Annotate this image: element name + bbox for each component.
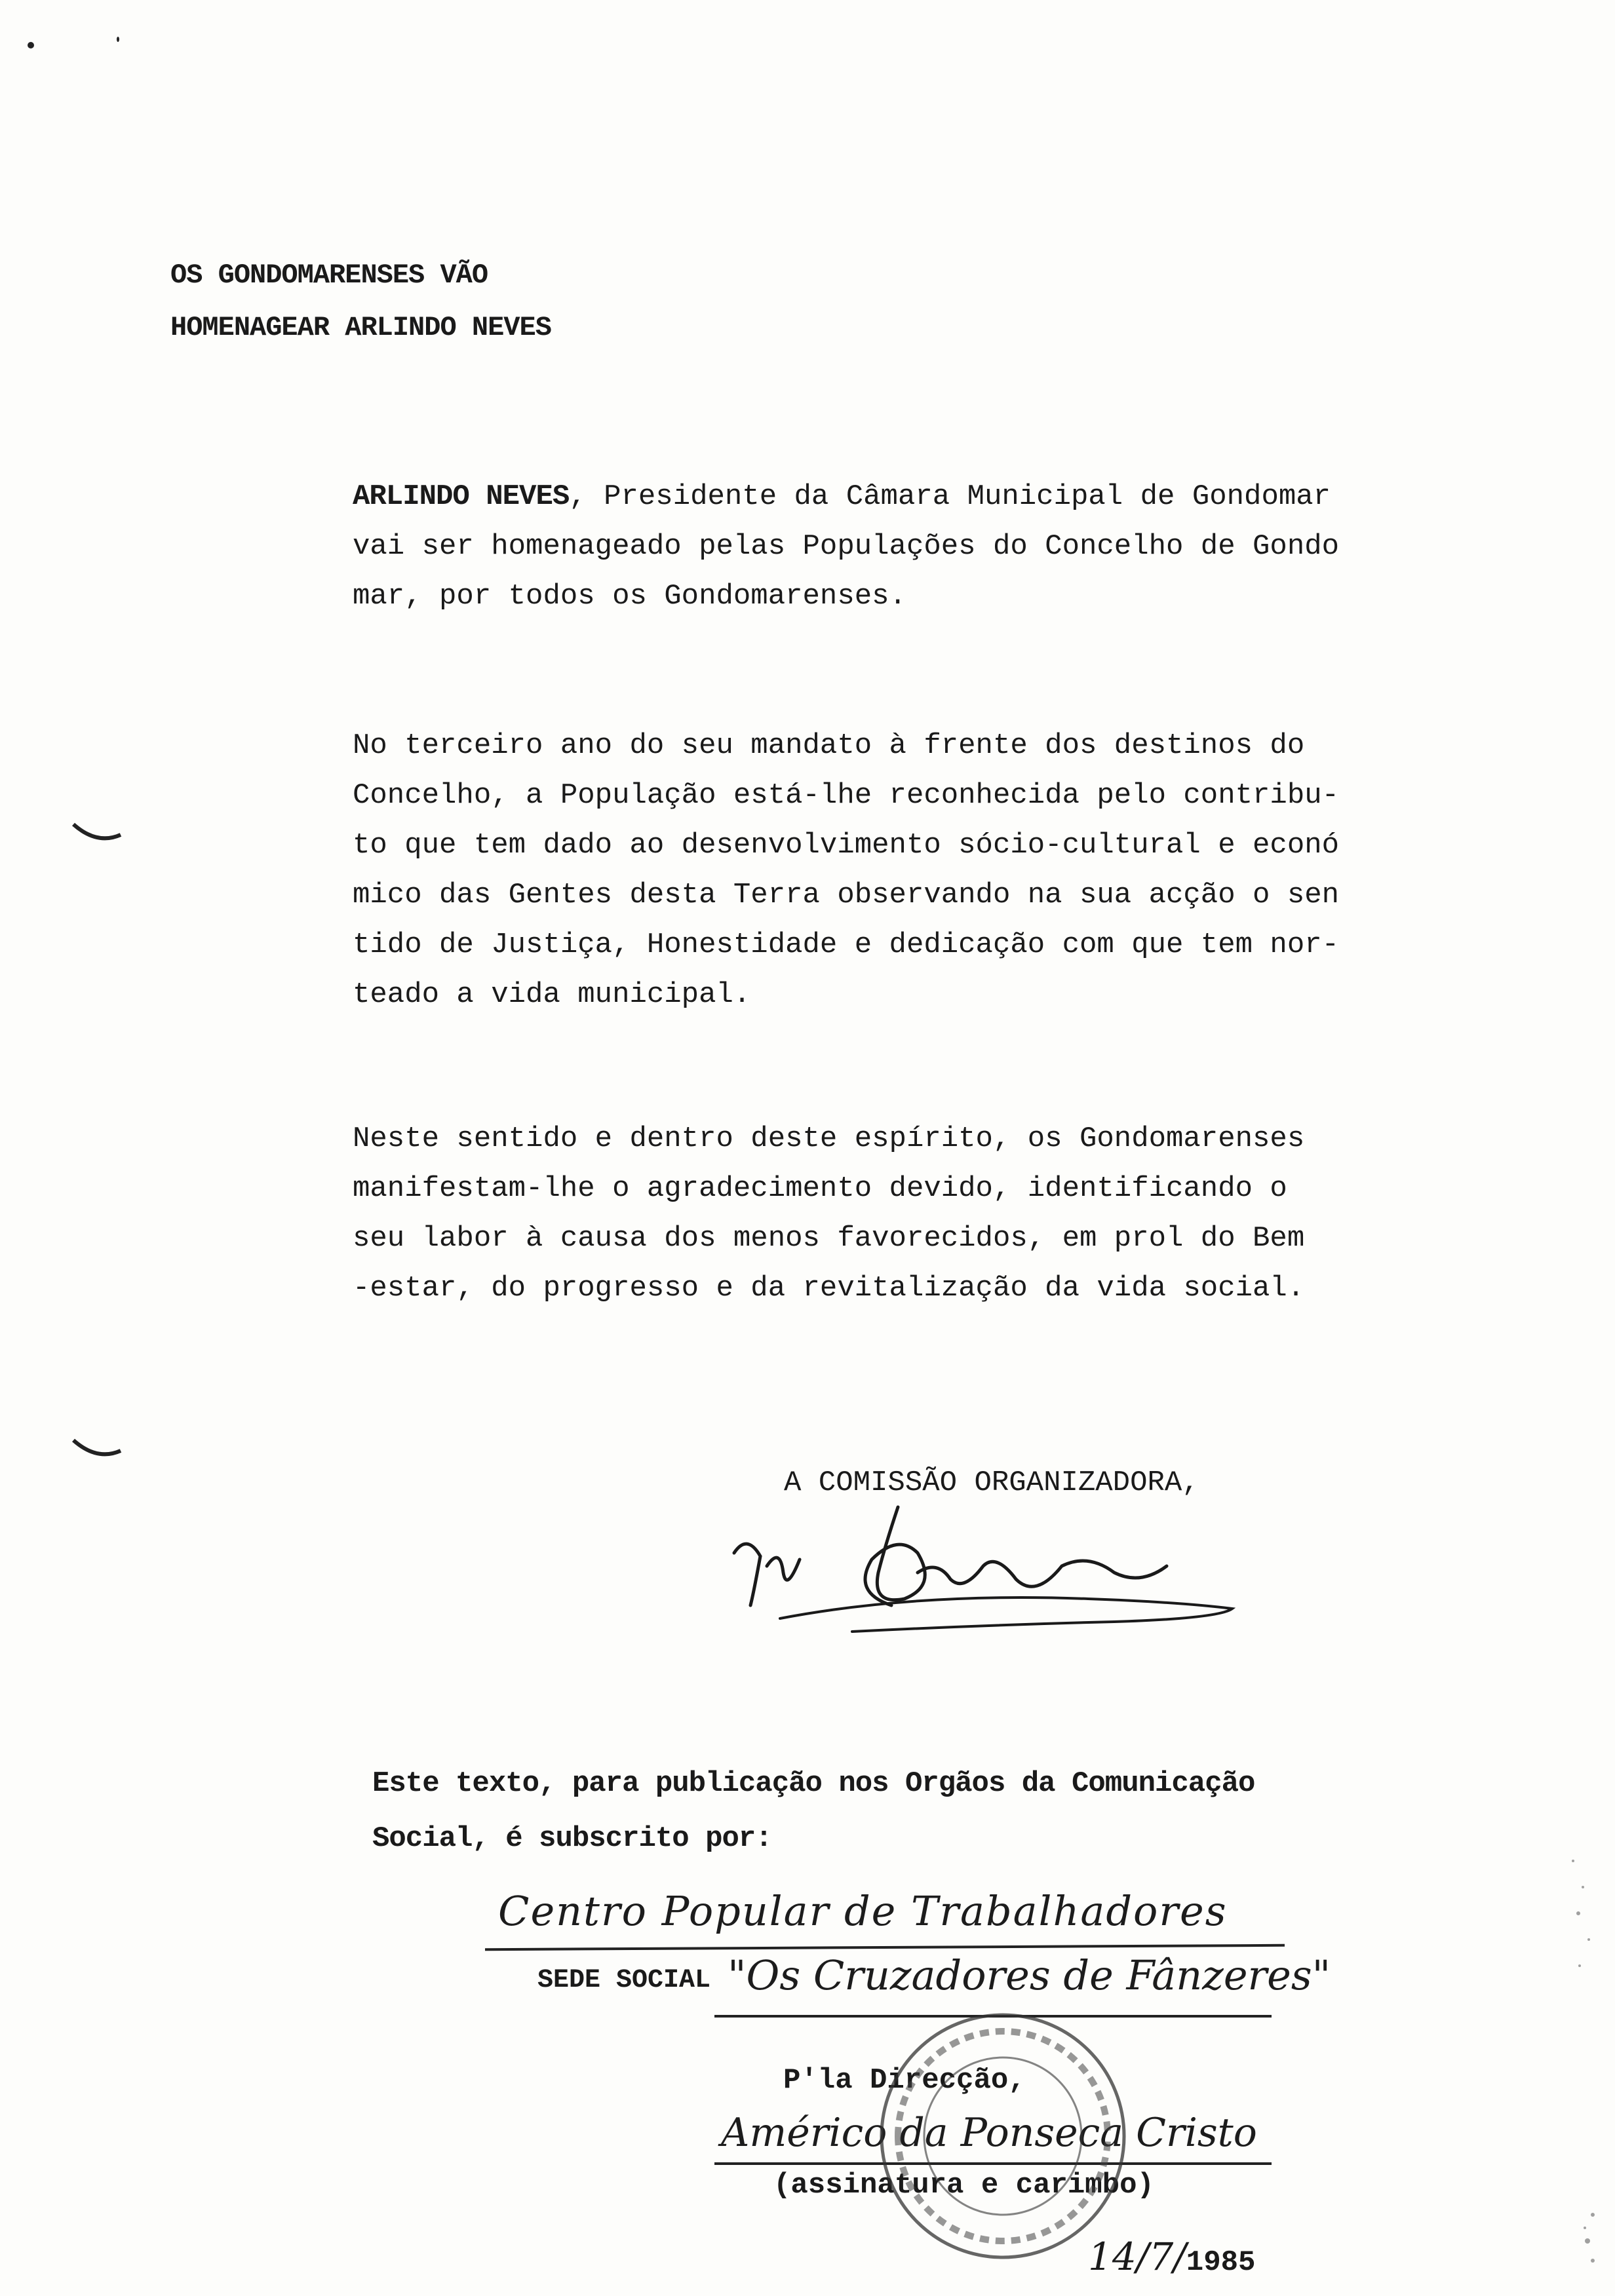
- signatory-underline: [714, 2162, 1272, 2165]
- direccao-label: P'la Direcção,: [783, 2064, 1026, 2097]
- date-handwritten: 14/7/: [1088, 2234, 1186, 2279]
- paragraph-mandate-line: teado a vida municipal.: [353, 978, 751, 1011]
- sede-underline: [714, 2015, 1272, 2018]
- paragraph-intro-line-3: mar, por todos os Gondomarenses.: [353, 580, 906, 613]
- sede-social-label: SEDE SOCIAL: [537, 1966, 711, 1995]
- honoree-name: ARLINDO NEVES: [353, 480, 570, 513]
- paragraph-mandate-line: Concelho, a População está-lhe reconhecida pelo contribu-: [353, 779, 1340, 812]
- organization-handwritten: Centro Popular de Trabalhadores: [498, 1887, 1228, 1935]
- paragraph-gratitude-line: manifestam-lhe o agradecimento devido, identificando o: [353, 1172, 1287, 1205]
- sede-handwritten: "Os Cruzadores de Fânzeres": [728, 1951, 1331, 1999]
- date-year: 1985: [1186, 2246, 1256, 2279]
- subscription-note: [372, 1756, 1255, 1866]
- paragraph-mandate: [353, 721, 1340, 1020]
- paragraph-gratitude: [353, 1114, 1310, 1313]
- paragraph-mandate-line: No terceiro ano do seu mandato à frente dos destinos do: [353, 729, 1305, 762]
- organization-underline: [485, 1944, 1285, 1951]
- paragraph-mandate-line: tido de Justiça, Honestidade e dedicação com que tem nor-: [353, 928, 1340, 961]
- headline-line-1: OS GONDOMARENSES VÃO: [170, 259, 488, 291]
- paragraph-gratitude-line: -estar, do progresso e da revitalização da vida social.: [353, 1272, 1305, 1305]
- closing-committee: A COMISSÃO ORGANIZADORA,: [784, 1466, 1199, 1499]
- paragraph-intro: [353, 472, 1340, 621]
- paragraph-gratitude-line: Neste sentido e dentro deste espírito, os Gondomarenses: [353, 1122, 1305, 1155]
- signatory-handwritten: Américo da Ponseca Cristo: [721, 2110, 1257, 2156]
- date: [1088, 2234, 1255, 2279]
- ink-speck: [28, 42, 34, 48]
- margin-mark: [71, 819, 123, 845]
- paragraph-mandate-line: to que tem dado ao desenvolvimento sócio-cultural e econó: [353, 829, 1340, 862]
- paragraph-intro-line-1: [353, 472, 1331, 522]
- committee-signature: [721, 1494, 1258, 1651]
- scan-edge-noise: [1560, 1848, 1599, 2280]
- paragraph-mandate-line: mico das Gentes desta Terra observando na sua acção o sen: [353, 879, 1340, 911]
- ink-speck: [117, 37, 119, 42]
- subscription-line-2: Social, é subscrito por:: [372, 1822, 772, 1855]
- margin-mark: [71, 1435, 123, 1461]
- subscription-line-1: Este texto, para publicação nos Orgãos da Comunicação: [372, 1767, 1255, 1800]
- headline-line-2: HOMENAGEAR ARLINDO NEVES: [170, 312, 551, 343]
- paragraph-intro-line-2: vai ser homenageado pelas Populações do Concelho de Gondo: [353, 530, 1340, 563]
- paragraph-gratitude-line: seu labor à causa dos menos favorecidos, em prol do Bem: [353, 1222, 1305, 1255]
- paragraph-intro-line-1-rest: , Presidente da Câmara Municipal de Gondomar: [569, 480, 1331, 513]
- assinatura-label: (assinatura e carimbo): [773, 2169, 1154, 2202]
- headline: [170, 249, 551, 354]
